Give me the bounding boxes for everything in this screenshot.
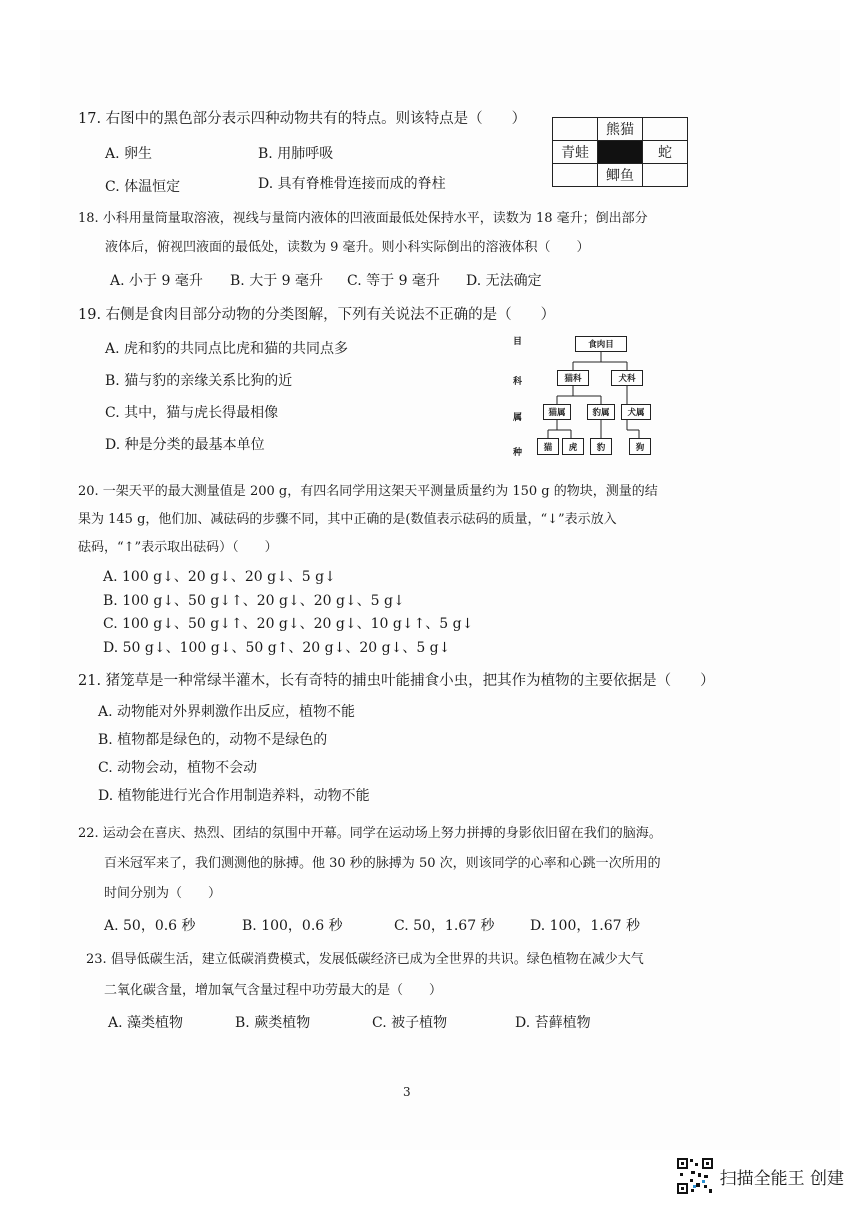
- exam-page: [40, 30, 840, 1150]
- q17-stem: 17. 右图中的黑色部分表示四种动物共有的特点。则该特点是（ ）: [78, 111, 527, 127]
- qr-code-icon: [676, 1157, 714, 1195]
- grid-cell-frog: 青蛙: [552, 140, 598, 164]
- grid-cell-panda: 熊猫: [597, 117, 643, 141]
- q19-option-a: A. 虎和豹的共同点比虎和猫的共同点多: [105, 341, 349, 357]
- tree-species-cat: 猫: [537, 438, 559, 455]
- q18-option-c: C. 等于 9 毫升: [347, 273, 440, 289]
- q20-stem-line2: 果为 145 g，他们加、减砝码的步骤不同，其中正确的是(数值表示砝码的质量，“↓”表示放入: [78, 512, 617, 527]
- q23-option-d: D. 苔藓植物: [515, 1015, 591, 1031]
- q23-option-b: B. 蕨类植物: [235, 1015, 311, 1031]
- scanner-watermark: [676, 1157, 844, 1195]
- tree-family-cat: 猫科: [557, 370, 589, 386]
- q22-option-d: D. 100，1.67 秒: [530, 918, 640, 934]
- q22-option-b: B. 100，0.6 秒: [242, 918, 343, 934]
- q21-option-d: D. 植物能进行光合作用制造养料，动物不能: [98, 788, 370, 804]
- q17-option-c: C. 体温恒定: [105, 179, 181, 195]
- animal-feature-grid: [552, 117, 688, 187]
- q18-option-d: D. 无法确定: [466, 273, 542, 289]
- grid-cell-snake: 蛇: [642, 140, 688, 164]
- q20-option-a: A. 100 g↓、20 g↓、20 g↓、5 g↓: [103, 569, 336, 585]
- rank-species: 种: [513, 448, 523, 458]
- q23-option-c: C. 被子植物: [372, 1015, 448, 1031]
- grid-cell-empty: [552, 163, 598, 187]
- page-number: 3: [403, 1085, 411, 1099]
- grid-cell-empty: [552, 117, 598, 141]
- tree-genus-leopard: 豹属: [587, 404, 615, 420]
- tree-genus-dog: 犬属: [621, 404, 651, 420]
- grid-cell-common-feature: [597, 140, 643, 164]
- tree-genus-cat: 猫属: [543, 404, 571, 420]
- q23-option-a: A. 藻类植物: [108, 1015, 184, 1031]
- q22-stem-line2: 百米冠军来了，我们测测他的脉搏。他 30 秒的脉搏为 50 次，则该同学的心率和心跳一次所用的: [104, 856, 661, 871]
- rank-genus: 属: [513, 413, 523, 423]
- tree-species-leopard: 豹: [590, 438, 612, 455]
- q19-stem: 19. 右侧是食肉目部分动物的分类图解，下列有关说法不正确的是（ ）: [78, 307, 556, 323]
- tree-species-tiger: 虎: [562, 438, 584, 455]
- tree-order-carnivora: 食肉目: [575, 336, 627, 352]
- q22-option-c: C. 50，1.67 秒: [394, 918, 495, 934]
- grid-cell-carp: 鲫鱼: [597, 163, 643, 187]
- q22-stem-line3: 时间分别为（ ）: [104, 886, 222, 901]
- q20-option-b: B. 100 g↓、50 g↓↑、20 g↓、20 g↓、5 g↓: [103, 593, 405, 609]
- q18-stem-line1: 18. 小科用量筒量取溶液，视线与量筒内液体的凹液面最低处保持水平，读数为 18 毫升；倒出部分: [78, 211, 648, 226]
- q21-option-b: B. 植物都是绿色的，动物不是绿色的: [98, 732, 328, 748]
- rank-order: 目: [513, 337, 523, 347]
- q19-option-b: B. 猫与豹的亲缘关系比狗的近: [105, 373, 293, 389]
- q17-option-d: D. 具有脊椎骨连接而成的脊柱: [258, 176, 446, 192]
- q17-option-a: A. 卵生: [105, 146, 153, 162]
- classification-tree: [513, 330, 673, 465]
- q17-option-b: B. 用肺呼吸: [258, 146, 334, 162]
- q21-stem: 21. 猪笼草是一种常绿半灌木，长有奇特的捕虫叶能捕食小虫，把其作为植物的主要依据是（ ）: [78, 673, 715, 689]
- q20-option-d: D. 50 g↓、100 g↓、50 g↑、20 g↓、20 g↓、5 g↓: [103, 640, 451, 656]
- tree-species-dog: 狗: [629, 438, 651, 455]
- q18-option-b: B. 大于 9 毫升: [230, 273, 323, 289]
- q21-option-c: C. 动物会动，植物不会动: [98, 760, 258, 776]
- q20-stem-line1: 20. 一架天平的最大测量值是 200 g，有四名同学用这架天平测量质量约为 150 g 的物块，测量的结: [78, 484, 658, 499]
- grid-cell-empty: [642, 163, 688, 187]
- q22-stem-line1: 22. 运动会在喜庆、热烈、团结的氛围中开幕。同学在运动场上努力拼搏的身影依旧留在我们的脑海。: [78, 826, 662, 841]
- q23-stem-line1: 23. 倡导低碳生活，建立低碳消费模式，发展低碳经济已成为全世界的共识。绿色植物在减少大气: [86, 952, 644, 967]
- tree-family-dog: 犬科: [611, 370, 643, 386]
- q23-stem-line2: 二氧化碳含量，增加氧气含量过程中功劳最大的是（ ）: [104, 983, 443, 998]
- q18-stem-line2: 液体后，俯视凹液面的最低处，读数为 9 毫升。则小科实际倒出的溶液体积（ ）: [105, 240, 590, 255]
- q19-option-d: D. 种是分类的最基本单位: [105, 437, 265, 453]
- q18-option-a: A. 小于 9 毫升: [110, 273, 203, 289]
- q20-option-c: C. 100 g↓、50 g↓↑、20 g↓、20 g↓、10 g↓↑、5 g↓: [103, 616, 474, 632]
- q22-option-a: A. 50，0.6 秒: [104, 918, 196, 934]
- q20-stem-line3: 砝码，“↑”表示取出砝码）（ ）: [78, 540, 278, 555]
- q19-option-c: C. 其中，猫与虎长得最相像: [105, 405, 279, 421]
- grid-cell-empty: [642, 117, 688, 141]
- q21-option-a: A. 动物能对外界刺激作出反应，植物不能: [98, 704, 356, 720]
- rank-family: 科: [513, 377, 523, 387]
- scanner-watermark-label: 扫描全能王 创建: [719, 1168, 844, 1189]
